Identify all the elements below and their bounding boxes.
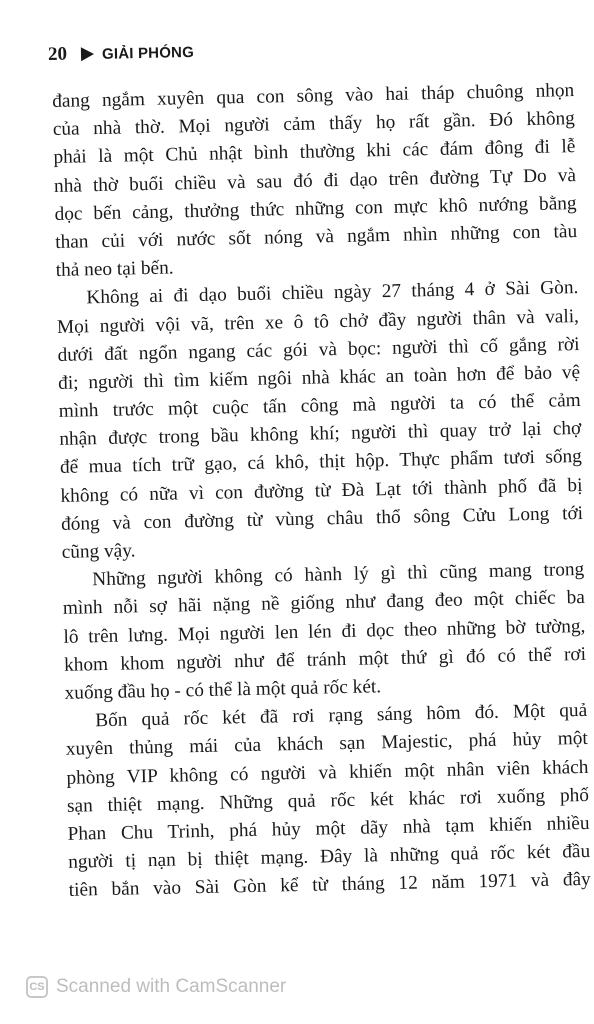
text-line: mình nỗi sợ hãi nặng nề giống như đang đeo một chiếc ba [62, 587, 586, 620]
text-line: thả neo tại bến. [55, 257, 174, 282]
text-line: Những người không có hành lý gì thì cũng mang trong [92, 559, 585, 591]
text-line: dưới đất ngổn ngang các gói và bọc: người thì cố gắng rời [57, 333, 580, 366]
text-line: Bốn quả rốc két đã rơi rạng sáng hôm đó. Một quả [95, 700, 588, 732]
text-line: không có nữa vì con đường từ Đà Lạt tới thành phố đã bị [60, 474, 583, 507]
text-line: người tị nạn bị thiệt mạng. Đây là những quả rốc két đầu [68, 840, 591, 873]
text-line: cũng vậy. [61, 540, 136, 563]
watermark-text: Scanned with CamScanner [56, 976, 287, 997]
text-line: đang ngắm xuyên qua con sông vào hai tháp chuông nhọn [52, 80, 575, 112]
text-line: nhận được trong bầu không khí; người thì quay trở lại chợ [59, 418, 582, 451]
camscanner-icon: CS [26, 976, 48, 998]
text-line: xuyên thủng mái của khách sạn Majestic, phá hủy một [65, 728, 588, 761]
text-line: Mọi người vội vã, trên xe ô tô chở đầy người thân và vali, [56, 305, 580, 338]
text-line: sạn thiệt mạng. Những quả rốc két khác rơi xuống phố [66, 784, 590, 817]
text-line: tiên bắn vào Sài Gòn kể từ tháng 12 năm 1971 và đây [68, 869, 591, 902]
text-line: Không ai đi dạo buổi chiều ngày 27 tháng 4 ở Sài Gòn. [86, 277, 579, 309]
scanner-watermark [26, 976, 286, 998]
text-line: than củi với nước sốt nóng và ngắm nhìn những con tàu [55, 220, 578, 253]
text-line: khom khom người như để tránh một thứ gì đó có thể rơi [63, 643, 587, 676]
text-line: đi; người thì tìm kiếm ngôi nhà khác an toàn hơn để bảo vệ [57, 361, 581, 394]
text-line: phòng VIP không có người và khiến một nhân viên khách [66, 756, 589, 789]
arrow-right-icon [81, 47, 94, 61]
text-line: Phan Chu Trinh, phá hủy một dãy nhà tạm khiến nhiều [67, 812, 590, 845]
text-line: nhà thờ buổi chiều và sau đó đi dạo trên đường Tự Do và [53, 164, 577, 197]
running-title: GIẢI PHÓNG [101, 43, 195, 63]
text-line: của nhà thờ. Mọi người cảm thấy họ rất gần. Đó không [52, 108, 575, 141]
text-line: lô trên lưng. Mọi người len lén đi dọc theo những bờ tường, [63, 615, 586, 648]
page-number: 20 [47, 43, 68, 65]
text-line: để mua tích trữ gạo, cá khô, thịt hộp. Thực phẩm tươi sống [59, 446, 583, 479]
body-text [52, 77, 591, 905]
page-header [48, 41, 194, 66]
text-line: mình trước một cuộc tấn công mà người ta có thể cảm [58, 390, 581, 422]
text-line: đóng và con đường từ vùng châu thổ sông Cửu Long tới [60, 502, 584, 535]
text-line: phải là một Chủ nhật bình thường khi các đám đông đi lễ [53, 136, 576, 169]
text-line: xuống đầu họ - có thể là một quả rốc két. [64, 676, 382, 704]
text-line: dọc bến cảng, thưởng thức những con mực khô nướng bằng [54, 192, 577, 225]
